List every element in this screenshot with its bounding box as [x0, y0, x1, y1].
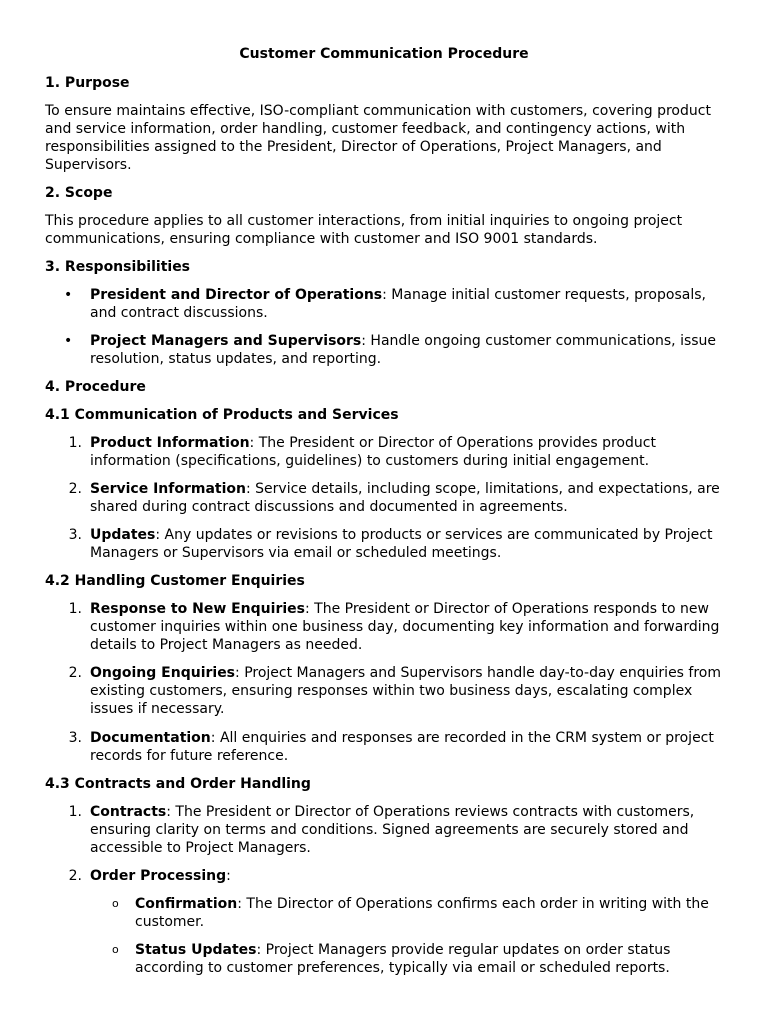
- item-term: Response to New Enquiries: [90, 601, 305, 617]
- list-item-cont: customer inquiries within one business day, documenting key information and forwarding: [90, 619, 720, 635]
- section-4-1-heading: 4.1 Communication of Products and Services: [45, 407, 399, 423]
- responsibility-text: : Handle ongoing customer communications, issue: [361, 333, 717, 349]
- purpose-heading: 1. Purpose: [45, 75, 130, 91]
- list-item-cont: Managers or Supervisors via email or scheduled meetings.: [90, 545, 502, 561]
- sub-list-item: [135, 895, 709, 913]
- item-term: Ongoing Enquiries: [90, 665, 236, 681]
- list-item-cont: records for future reference.: [90, 748, 289, 764]
- list-number: 3.: [68, 730, 82, 746]
- list-number: 2.: [68, 481, 82, 497]
- item-text: : Project Managers and Supervisors handle day-to-day enquiries from: [235, 665, 722, 681]
- responsibility-item-2: [90, 332, 716, 350]
- list-item: [90, 664, 721, 682]
- list-number: 1.: [68, 804, 82, 820]
- purpose-line-4: Supervisors.: [45, 157, 132, 173]
- list-item-cont: accessible to Project Managers.: [90, 840, 311, 856]
- bullet-marker: •: [64, 287, 73, 303]
- item-term: Documentation: [90, 730, 211, 746]
- responsibility-term: Project Managers and Supervisors: [90, 333, 362, 349]
- list-item: [90, 729, 714, 747]
- item-term: Contracts: [90, 804, 167, 820]
- item-term: Updates: [90, 527, 156, 543]
- item-text: : All enquiries and responses are recorded in the CRM system or project: [210, 730, 714, 746]
- responsibility-item-1-cont: and contract discussions.: [90, 305, 268, 321]
- item-term: Confirmation: [135, 896, 238, 912]
- list-number: 1.: [68, 435, 82, 451]
- item-term: Order Processing: [90, 868, 227, 884]
- scope-line-1: This procedure applies to all customer interactions, from initial inquiries to ongoing project: [45, 213, 683, 229]
- bullet-marker: •: [64, 333, 73, 349]
- responsibility-term: President and Director of Operations: [90, 287, 383, 303]
- purpose-line-2: and service information, order handling, customer feedback, and contingency actions, with: [45, 121, 686, 137]
- item-text: : The President or Director of Operations provides product: [249, 435, 656, 451]
- list-item-cont: information (specifications, guidelines) to customers during initial engagement.: [90, 453, 650, 469]
- list-item-cont: shared during contract discussions and documented in agreements.: [90, 499, 568, 515]
- sub-bullet-marker: o: [112, 943, 119, 956]
- item-term: Product Information: [90, 435, 250, 451]
- sub-list-item-cont: according to customer preferences, typically via email or scheduled reports.: [135, 960, 670, 976]
- item-text: :: [226, 868, 231, 884]
- item-text: : The Director of Operations confirms each order in writing with the: [237, 896, 709, 912]
- document-title: Customer Communication Procedure: [239, 46, 529, 62]
- list-item: [90, 867, 231, 885]
- list-item: [90, 434, 656, 452]
- list-item-cont: ensuring clarity on terms and conditions. Signed agreements are securely stored and: [90, 822, 689, 838]
- list-item: [90, 526, 712, 544]
- list-number: 2.: [68, 665, 82, 681]
- item-text: : The President or Director of Operations responds to new: [304, 601, 709, 617]
- responsibilities-heading: 3. Responsibilities: [45, 259, 191, 275]
- item-text: : Any updates or revisions to products or services are communicated by Project: [155, 527, 713, 543]
- list-item-cont: issues if necessary.: [90, 701, 225, 717]
- list-item-cont: existing customers, ensuring responses within two business days, escalating complex: [90, 683, 693, 699]
- responsibility-text: : Manage initial customer requests, proposals,: [382, 287, 706, 303]
- scope-line-2: communications, ensuring compliance with customer and ISO 9001 standards.: [45, 231, 598, 247]
- list-item: [90, 803, 694, 821]
- sub-list-item-cont: customer.: [135, 914, 205, 930]
- item-text: : The President or Director of Operations reviews contracts with customers,: [166, 804, 695, 820]
- item-text: : Service details, including scope, limitations, and expectations, are: [245, 481, 720, 497]
- list-item-cont: details to Project Managers as needed.: [90, 637, 363, 653]
- item-term: Service Information: [90, 481, 246, 497]
- list-number: 2.: [68, 868, 82, 884]
- list-item: [90, 600, 709, 618]
- scope-heading: 2. Scope: [45, 185, 113, 201]
- sub-list-item: [135, 941, 670, 959]
- responsibility-item-2-cont: resolution, status updates, and reporting.: [90, 351, 382, 367]
- list-item: [90, 480, 720, 498]
- purpose-line-1: To ensure maintains effective, ISO-compliant communication with customers, covering product: [45, 103, 711, 119]
- sub-bullet-marker: o: [112, 897, 119, 910]
- responsibility-item-1: [90, 286, 706, 304]
- procedure-heading: 4. Procedure: [45, 379, 146, 395]
- item-text: : Project Managers provide regular updates on order status: [256, 942, 671, 958]
- section-4-3-heading: 4.3 Contracts and Order Handling: [45, 776, 311, 792]
- item-term: Status Updates: [135, 942, 257, 958]
- section-4-2-heading: 4.2 Handling Customer Enquiries: [45, 573, 305, 589]
- purpose-line-3: responsibilities assigned to the President, Director of Operations, Project Managers, and: [45, 139, 662, 155]
- list-number: 1.: [68, 601, 82, 617]
- list-number: 3.: [68, 527, 82, 543]
